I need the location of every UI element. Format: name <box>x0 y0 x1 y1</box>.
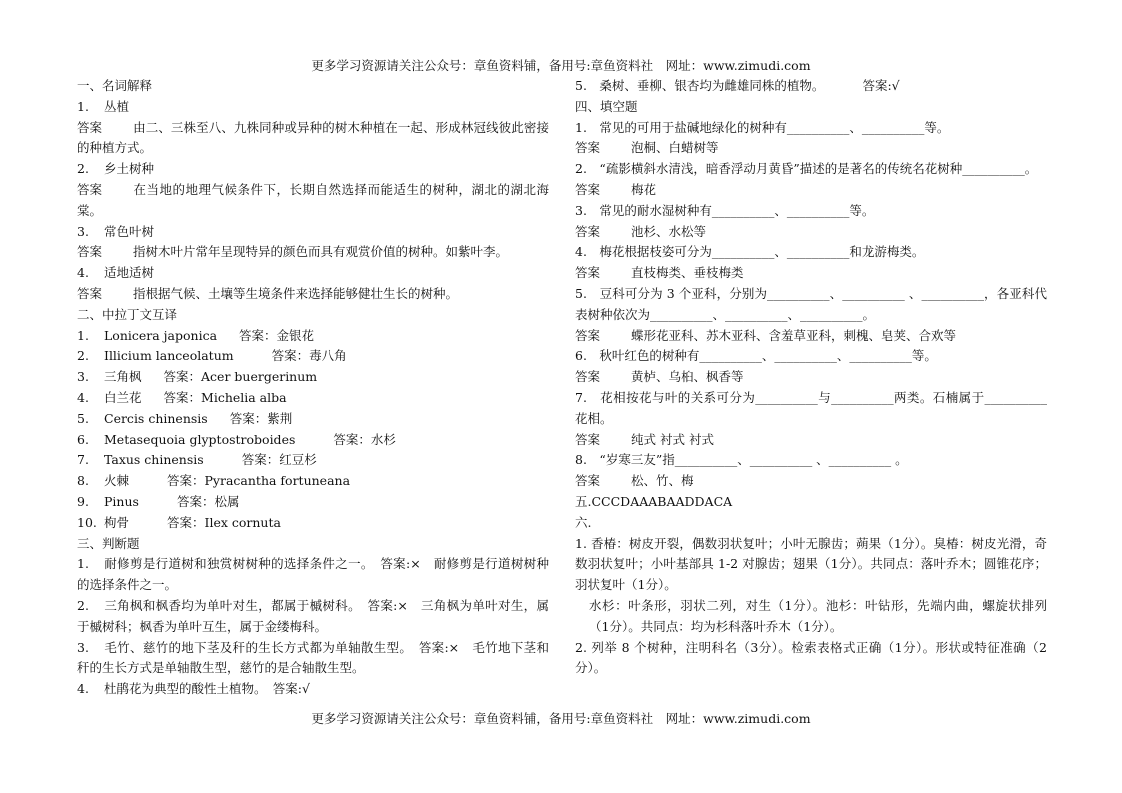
translation-item: 8. 火棘 答案：Pyracantha fortuneana <box>77 473 351 489</box>
fill-answer: 答案 纯式 衬式 衬式 <box>575 431 714 447</box>
term-item: 3. 常色叶树 <box>77 223 155 239</box>
translation-item: 6. Metasequoia glyptostroboides 答案：水杉 <box>77 431 396 447</box>
fill-answer: 答案 泡桐、白蜡树等 <box>575 140 719 156</box>
fill-answer: 答案 蝶形花亚科、苏木亚科、含羞草亚科，刺槐、皂荚、合欢等 <box>575 327 957 343</box>
judgement-item: 1. 耐修剪是行道树和独赏树树种的选择条件之一。 答案:× 耐修剪是行道树树种的选择条件之一。 <box>77 556 549 593</box>
fill-answer: 答案 池杉、水松等 <box>575 223 707 239</box>
fill-question: 4. 梅花根据枝姿可分为__________、__________和龙游梅类。 <box>575 244 925 260</box>
term-answer: 答案 指根据气候、土壤等生境条件来选择能够健壮生长的树种。 <box>77 285 459 301</box>
page-header: 更多学习资源请关注公众号：章鱼资料铺，备用号:章鱼资料社 网址：www.zimudi.com <box>311 58 811 73</box>
translation-item: 2. Illicium lanceolatum 答案：毒八角 <box>77 348 347 364</box>
fill-question: 1. 常见的可用于盐碱地绿化的树种有__________、__________等。 <box>575 119 950 135</box>
choice-answers: 五.CCCDAAABAADDACA <box>575 493 733 509</box>
term-answer: 答案 在当地的地理气候条件下，长期自然选择而能适生的树种，湖北的湖北海棠。 <box>77 181 549 218</box>
left-column <box>77 76 549 700</box>
fill-question: 3. 常见的耐水湿树种有__________、__________等。 <box>575 202 875 218</box>
fill-answer: 答案 松、竹、梅 <box>575 473 694 489</box>
section-title: 一、名词解释 <box>77 78 153 93</box>
page-footer: 更多学习资源请关注公众号：章鱼资料铺，备用号:章鱼资料社 网址：www.zimudi.com <box>311 711 811 726</box>
translation-item: 7. Taxus chinensis 答案：红豆杉 <box>77 452 317 468</box>
judgement-item: 4. 杜鹃花为典型的酸性土植物。 答案:√ <box>77 681 310 697</box>
term-item: 2. 乡土树种 <box>77 161 155 177</box>
fill-answer: 答案 黄栌、乌桕、枫香等 <box>575 369 744 385</box>
fill-question: 7. 花相按花与叶的关系可分为__________与__________两类。石楠属于__________花相。 <box>575 389 1047 426</box>
translation-item: 5. Cercis chinensis 答案：紫荆 <box>77 410 293 426</box>
short-answer: 2. 列举 8 个树种，注明科名（3分）。检索表格式正确（1分）。形状或特征准确（2分）。 <box>575 639 1047 676</box>
fill-question: 8. “岁寒三友”指__________、__________ 、__________ 。 <box>575 452 908 468</box>
judgement-item: 3. 毛竹、慈竹的地下茎及秆的生长方式都为单轴散生型。 答案:× 毛竹地下茎和秆的生长方式是单轴散生型，慈竹的是合轴散生型。 <box>77 639 549 676</box>
fill-answer: 答案 直枝梅类、垂枝梅类 <box>575 265 744 281</box>
term-answer: 答案 由二、三株至八、九株同种或异种的树木种植在一起、形成林冠线彼此密接的种植方式。 <box>77 119 549 156</box>
fill-question: 6. 秋叶红色的树种有__________、__________、__________等。 <box>575 348 937 364</box>
translation-item: 3. 三角枫 答案：Acer buergerinum <box>77 369 318 385</box>
translation-item: 10. 枸骨 答案：Ilex cornuta <box>77 514 281 530</box>
fill-question: 5. 豆科可分为 3 个亚科，分别为__________、__________ 、__________，各亚科代表树种依次为__________、__________、__________。 <box>575 285 1047 322</box>
translation-item: 9. Pinus 答案：松属 <box>77 493 240 509</box>
right-column <box>575 76 1047 679</box>
translation-item: 4. 白兰花 答案：Michelia alba <box>77 389 287 405</box>
judgement-item: 2. 三角枫和枫香均为单叶对生，都属于槭树科。 答案:× 三角枫为单叶对生，属于槭树科；枫香为单叶互生，属于金缕梅科。 <box>77 597 549 634</box>
fill-question: 2. “疏影横斜水清浅，暗香浮动月黄昏”描述的是著名的传统名花树种__________。 <box>575 161 1038 177</box>
translation-item: 1. Lonicera japonica 答案：金银花 <box>77 327 315 343</box>
judgement-item: 5. 桑树、垂柳、银杏均为雌雄同株的植物。 答案:√ <box>575 78 900 93</box>
term-item: 1. 丛植 <box>77 98 130 114</box>
section-title: 二、中拉丁文互译 <box>77 306 178 322</box>
short-answer: 水杉：叶条形，羽状二列，对生（1分）。池杉：叶钻形，先端内曲，螺旋状排列（1分）。共同点：均为杉科落叶乔木（1分）。 <box>589 597 1047 634</box>
fill-answer: 答案 梅花 <box>575 181 657 197</box>
short-answer: 1. 香椿：树皮开裂，偶数羽状复叶；小叶无腺齿；蒴果（1分）。臭椿：树皮光滑，奇数羽状复叶；小叶基部具 1-2 对腺齿；翅果（1分）。共同点：落叶乔木；圆锥花序；羽状复叶（1分）。 <box>575 535 1047 593</box>
section-title: 四、填空题 <box>575 98 638 114</box>
term-answer: 答案 指树木叶片常年呈现特异的颜色而具有观赏价值的树种。如紫叶李。 <box>77 244 509 260</box>
section-title: 三、判断题 <box>77 535 140 551</box>
section-title: 六. <box>575 514 592 530</box>
term-item: 4. 适地适树 <box>77 265 155 281</box>
